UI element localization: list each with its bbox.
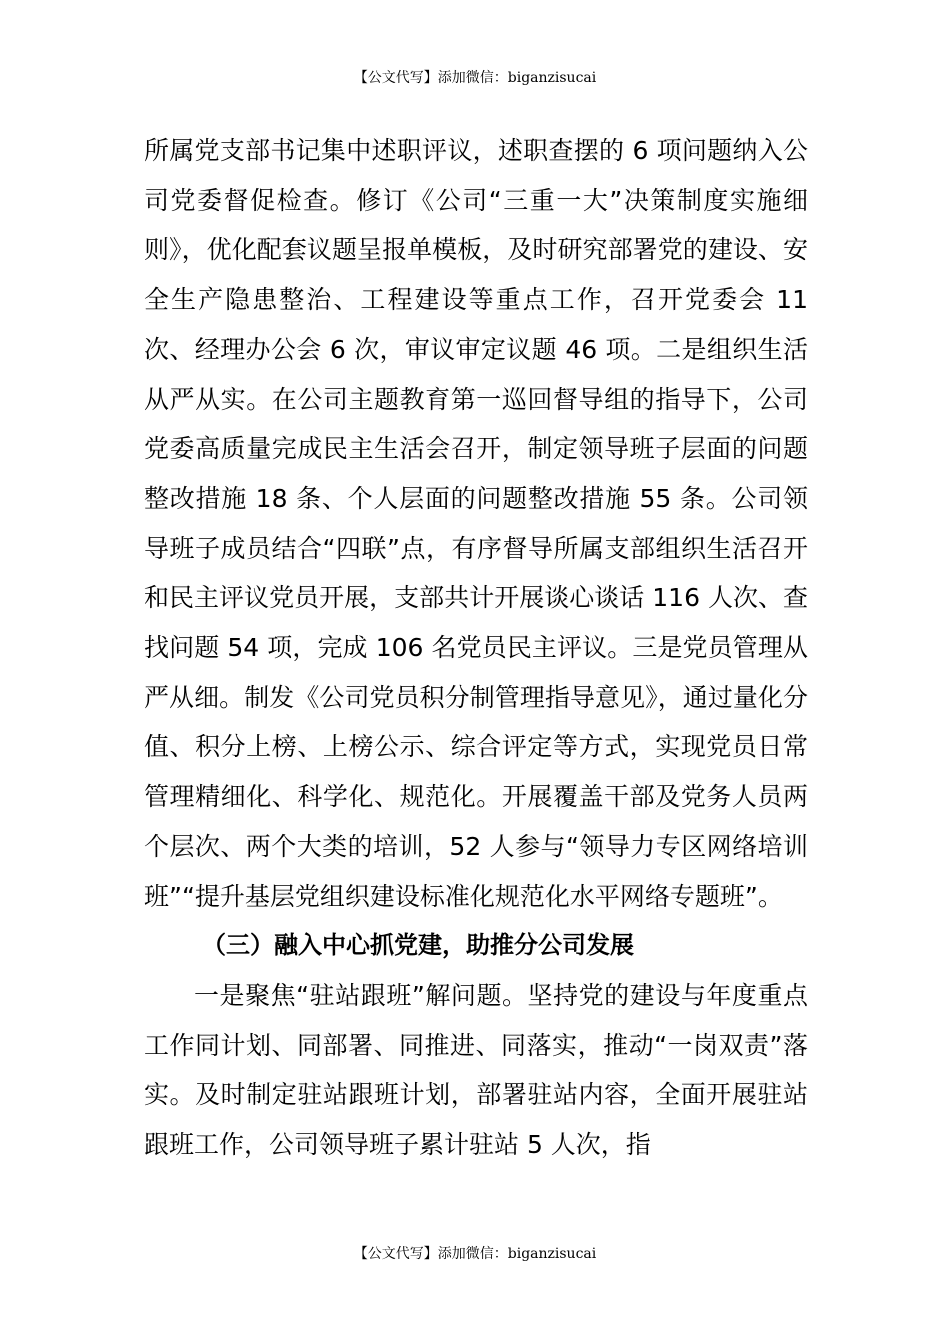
body-paragraph: 一是聚焦“驻站跟班”解问题。坚持党的建设与年度重点工作同计划、同部署、同推进、同落实，推动“一岗双责”落实。及时制定驻站跟班计划，部署驻站内容，全面开展驻站跟班工作，公司领导班子累计驻站 5 人次，指 [144, 980, 808, 1160]
document-body [144, 126, 808, 1170]
page-footer: 【公文代写】添加微信：biganzisucai [353, 1246, 597, 1262]
body-paragraph-continued: 所属党支部书记集中述职评议，述职查摆的 6 项问题纳入公司党委督促检查。修订《公司“三重一大”决策制度实施细则》，优化配套议题呈报单模板，及时研究部署党的建设、安全生产隐患整治、工程建设等重点工作，召开党委会 11 次、经理办公会 6 次，审议审定议题 46 项。二是组织生活从严从实。在公司主题教育第一巡回督导组的指导下，公司党委高质量完成民主生活会召开，制定领导班子层面的问题整改措施 18 条、个人层面的问题整改措施 55 条。公司领导班子成员结合“四联”点，有序督导所属支部组织生活召开和民主评议党员开展，支部共计开展谈心谈话 116 人次、查找问题 54 项，完成 106 名党员民主评议。三是党员管理从严从细。制发《公司党员积分制管理指导意见》，通过量化分值、积分上榜、上榜公示、综合评定等方式，实现党员日常管理精细化、科学化、规范化。开展覆盖干部及党务人员两个层次、两个大类的培训，52 人参与“领导力专区网络培训班”“提升基层党组织建设标准化规范化水平网络专题班”。 [144, 136, 808, 911]
section-heading: （三）融入中心抓党建，助推分公司发展 [202, 931, 634, 960]
page-header: 【公文代写】添加微信：biganzisucai [353, 70, 597, 86]
